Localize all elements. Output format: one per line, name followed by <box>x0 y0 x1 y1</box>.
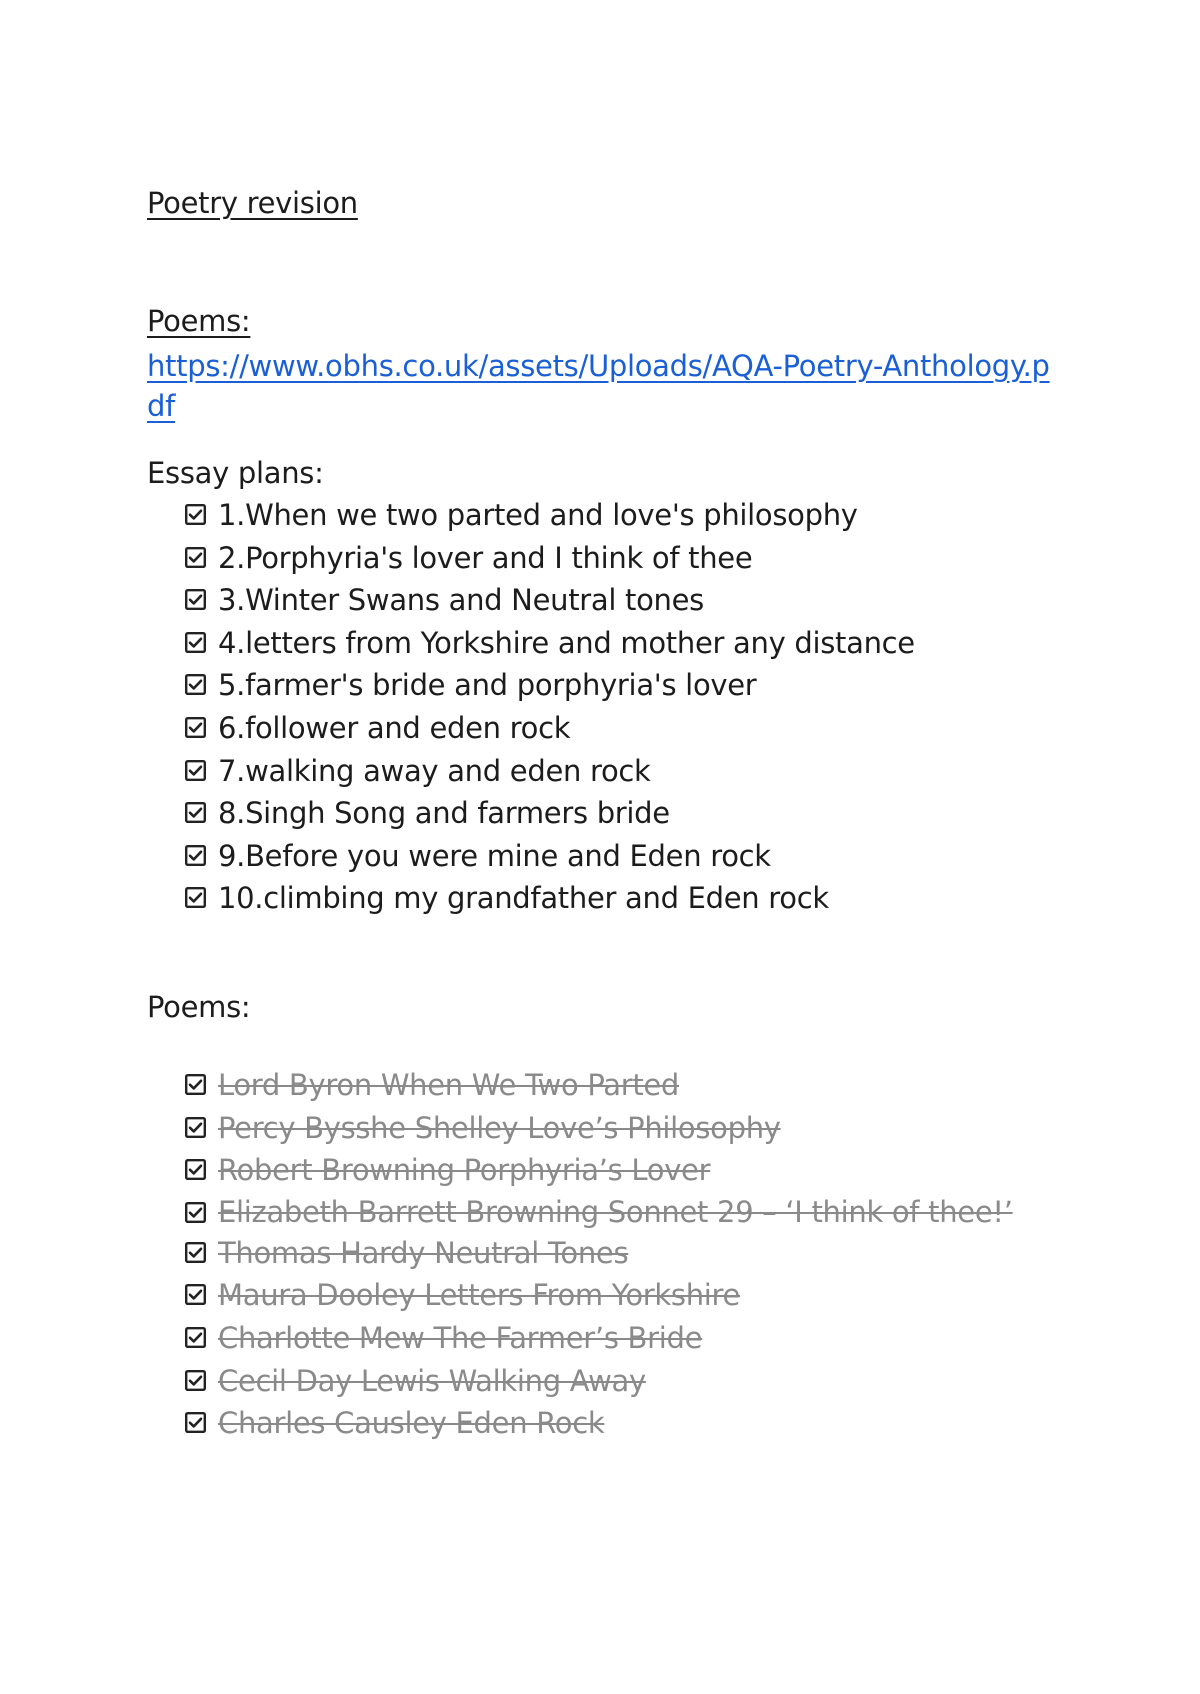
checklist-item-text: 3.Winter Swans and Neutral tones <box>218 583 704 618</box>
checklist-item-text: Percy Bysshe Shelley Love’s Philosophy <box>218 1110 781 1145</box>
checklist-item <box>185 579 1067 622</box>
checklist-item-text: 1.When we two parted and love's philosophy <box>218 498 858 532</box>
checked-box-icon[interactable] <box>185 1159 206 1180</box>
checklist-item <box>185 1360 1067 1403</box>
checklist-item-text: Lord Byron When We Two Parted <box>218 1067 680 1102</box>
checklist-item <box>185 664 1067 707</box>
checklist-item <box>185 1107 1067 1150</box>
checklist-item <box>185 1064 1067 1107</box>
checklist-item-text: 10.climbing my grandfather and Eden rock <box>218 881 829 916</box>
checked-box-icon[interactable] <box>185 802 206 823</box>
checklist-item <box>185 877 1067 920</box>
checklist-item-text: 6.follower and eden rock <box>218 710 571 745</box>
checklist-item-text: 7.walking away and eden rock <box>218 753 651 788</box>
essay-plans-list <box>147 494 1067 920</box>
essay-plans-heading: Essay plans: <box>147 456 324 490</box>
checked-box-icon[interactable] <box>185 1412 206 1433</box>
checklist-item <box>185 1192 1067 1232</box>
checked-box-icon[interactable] <box>185 504 206 525</box>
checked-box-icon[interactable] <box>185 717 206 738</box>
checked-box-icon[interactable] <box>185 1284 206 1305</box>
checked-box-icon[interactable] <box>185 632 206 653</box>
checklist-item-text: 8.Singh Song and farmers bride <box>218 796 670 831</box>
checked-box-icon[interactable] <box>185 1074 206 1095</box>
checklist-item-text: Charles Causley Eden Rock <box>218 1406 605 1441</box>
checklist-item-text: Thomas Hardy Neutral Tones <box>218 1235 629 1270</box>
checked-box-icon[interactable] <box>185 547 206 568</box>
checklist-item <box>185 1274 1067 1317</box>
checklist-item-text: 2.Porphyria's lover and I think of thee <box>218 540 753 575</box>
checklist-item-text: Maura Dooley Letters From Yorkshire <box>218 1278 741 1313</box>
anthology-link[interactable]: https://www.obhs.co.uk/assets/Uploads/AQA-Poetry-Anthology.pdf <box>147 349 1050 423</box>
checklist-item <box>185 750 1067 793</box>
checked-box-icon[interactable] <box>185 1242 206 1263</box>
checklist-item-text: Robert Browning Porphyria’s Lover <box>218 1153 711 1188</box>
page-title: Poetry revision <box>147 186 358 220</box>
poems-checklist <box>147 1064 1067 1445</box>
checklist-item-text: Elizabeth Barrett Browning Sonnet 29 – ‘I think of thee!’ <box>218 1194 1013 1229</box>
checklist-item-text: 4.letters from Yorkshire and mother any distance <box>218 625 915 660</box>
checked-box-icon[interactable] <box>185 845 206 866</box>
checklist-item <box>185 622 1067 665</box>
checklist-item <box>185 707 1067 750</box>
checklist-item <box>185 835 1067 878</box>
checked-box-icon[interactable] <box>185 1370 206 1391</box>
checked-box-icon[interactable] <box>185 674 206 695</box>
document-page <box>147 180 1067 1445</box>
checked-box-icon[interactable] <box>185 1202 206 1223</box>
checklist-item <box>185 792 1067 835</box>
checked-box-icon[interactable] <box>185 589 206 610</box>
checklist-item <box>185 1232 1067 1275</box>
checklist-item-text: Cecil Day Lewis Walking Away <box>218 1363 646 1398</box>
checked-box-icon[interactable] <box>185 760 206 781</box>
poems-heading: Poems: <box>147 989 251 1024</box>
checklist-item-text: 5.farmer's bride and porphyria's lover <box>218 668 757 703</box>
checklist-item <box>185 1317 1067 1360</box>
checklist-item <box>185 494 1067 537</box>
poems-link-heading: Poems: <box>147 304 251 338</box>
checked-box-icon[interactable] <box>185 1327 206 1348</box>
checklist-item <box>185 537 1067 580</box>
checklist-item <box>185 1402 1067 1445</box>
checklist-item <box>185 1149 1067 1192</box>
checklist-item-text: Charlotte Mew The Farmer’s Bride <box>218 1320 703 1355</box>
checked-box-icon[interactable] <box>185 887 206 908</box>
checked-box-icon[interactable] <box>185 1117 206 1138</box>
checklist-item-text: 9.Before you were mine and Eden rock <box>218 838 771 873</box>
